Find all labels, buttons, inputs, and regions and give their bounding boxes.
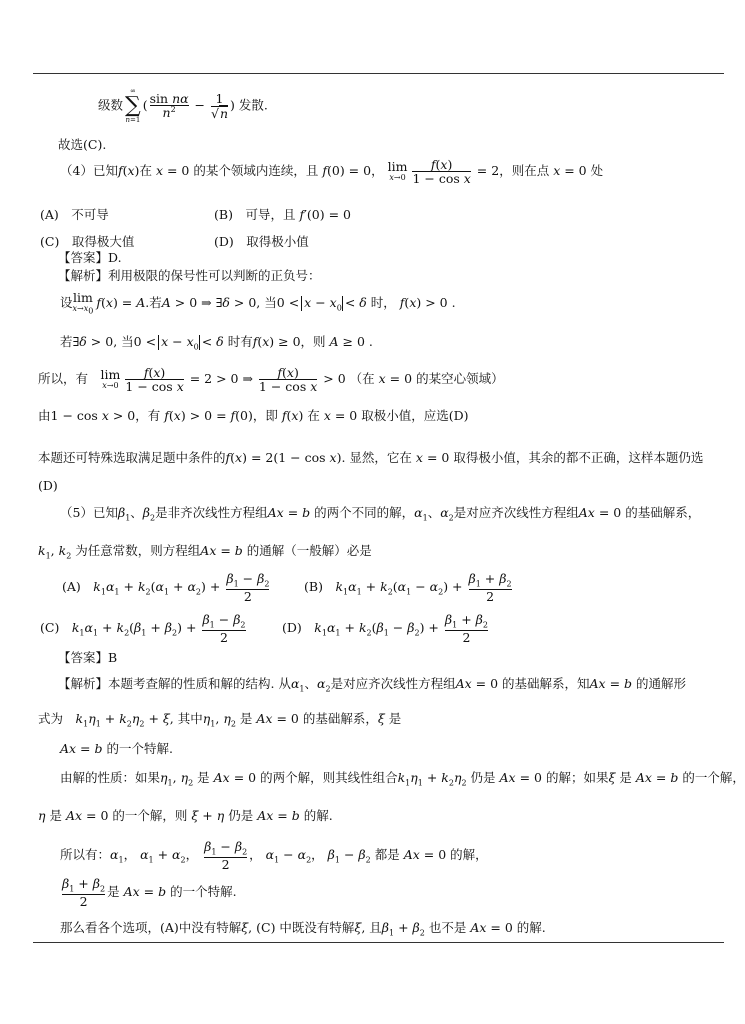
bottom-rule (33, 942, 724, 943)
q5-analysis-line7: $\frac{\beta_1 + \beta_2}{2}$ 是 Ax = b 的一个特解. (62, 876, 237, 909)
q4-option-b: (B) 可导，且 f′(0) = 0 (214, 207, 351, 222)
q4-option-a: (A) 不可导 (40, 207, 109, 222)
q4-option-d: (D) 取得极小值 (214, 234, 309, 249)
q4-analysis-line5: 本题还可特殊选取满足题中条件的f(x) = 2(1 − cos x). 显然，它在 x = 0 取得极小值，其余的都不正确，这样本题仍选 (38, 450, 704, 465)
q4-stem: （4）已知f(x)在 x = 0 的某个领域内连续，且 f(0) = 0， lim x→0 $\frac{f(x)}{\text{1 − cos x}}$ = 2，则在点 x = 0 处 (60, 157, 604, 187)
q4-analysis-line6: (D) (38, 478, 58, 493)
q5-stem-line2: $k_1$, $k_2$ 为任意常数，则方程组Ax = b 的通解（一般解）必是 (38, 543, 372, 561)
q5-option-c: (C) $k_1\alpha_1 + k_2(\beta_1 + \beta_2)$ + $\frac{\beta_1 - \beta_2}{2}$ (40, 612, 246, 645)
q4-analysis-line3: 所以，有 lim x→0 $\frac{f(x)}{\text{1 − cos x}}$ = 2 > 0 ⇒ $\frac{f(x)}{\text{1 − cos x}}$ > 0 （在 x = 0 的某空心领域） (38, 365, 504, 395)
q5-analysis-line4: 由解的性质：如果$\eta_1$, $\eta_2$ 是 Ax = 0 的两个解，则其线性组合$k_1\eta_1 + k_2\eta_2$ 仍是 Ax = 0 的解；如果ξ 是 Ax = b 的一个解， (60, 770, 745, 788)
q4-analysis-line1: 设 lim $x\to x_0$ f(x) = A.若A > 0 ⇒ ∃δ > 0, 当$0 < x - x_0 < \delta$ 时， f(x) > 0 . (60, 290, 456, 316)
sum-symbol: ∞ ∑ n=1 (125, 87, 141, 124)
q5-analysis-line3: Ax = b 的一个特解. (60, 741, 173, 756)
q5-analysis-line5: η 是 Ax = 0 的一个解，则 ξ + η 仍是 Ax = b 的解. (38, 808, 333, 823)
q4-analysis-line2: 若∃δ > 0, 当$0 < x - x_0 < \delta$ 时有f(x) ≥ 0，则 A ≥ 0 . (60, 334, 373, 352)
top-rule (33, 73, 724, 74)
q4-answer: 【答案】D. (58, 250, 122, 265)
q5-answer: 【答案】B (58, 650, 118, 665)
q4-option-c: (C) 取得极大值 (40, 234, 135, 249)
q5-option-d: (D) $k_1\alpha_1 + k_2(\beta_1 - \beta_2)$ + $\frac{\beta_1 + \beta_2}{2}$ (282, 612, 488, 645)
q5-option-a: (A) $k_1\alpha_1 + k_2(\alpha_1 + \alpha_2)$ + $\frac{\beta_1 - \beta_2}{2}$ (62, 571, 270, 604)
q5-analysis-line8: 那么看各个选项，(A)中没有特解ξ, (C) 中既没有特解ξ, 且$\beta_1 + \beta_2$ 也不是 Ax = 0 的解. (60, 920, 546, 938)
q4-analysis: 【解析】利用极限的保号性可以判断的正负号： (58, 268, 321, 283)
q4-analysis-line4: 由1 − cos x > 0，有 f(x) > 0 = f(0)，即 f(x) 在 x = 0 取极小值，应选(D) (38, 408, 469, 423)
q5-option-b: (B) $k_1\alpha_1 + k_2(\alpha_1 - \alpha_2)$ + $\frac{\beta_1 + \beta_2}{2}$ (304, 571, 512, 604)
series-line: 级数 ∞ ∑ n=1 ( $\frac{\text{sin nα}}{n^2}$ − $\frac{1}{√n}$ ) 发散. (98, 87, 268, 124)
choose-c-line: 故选(C). (58, 137, 107, 152)
q5-analysis-line6: 所以有：$\alpha_1$， $\alpha_1 + \alpha_2$， $\frac{\beta_1 - \beta_2}{2}$ ， $\alpha_1 - \alpha_2$， $\beta_1 - \beta_2$ 都是 Ax = 0 的解， (60, 839, 488, 872)
q5-analysis-line1: 【解析】本题考查解的性质和解的结构. 从$\alpha_1$、$\alpha_2$是对应齐次线性方程组Ax = 0 的基础解系，知Ax = b 的通解形 (58, 676, 687, 694)
q5-stem: （5）已知$\beta_1$、$\beta_2$是非齐次线性方程组Ax = b 的两个不同的解，$\alpha_1$、$\alpha_2$是对应齐次线性方程组Ax = 0 的基础解系， (60, 505, 701, 523)
q5-analysis-line2: 式为 $k_1\eta_1 + k_2\eta_2 + \xi$, 其中$\eta_1$, $\eta_2$ 是 Ax = 0 的基础解系，ξ 是 (38, 711, 402, 729)
